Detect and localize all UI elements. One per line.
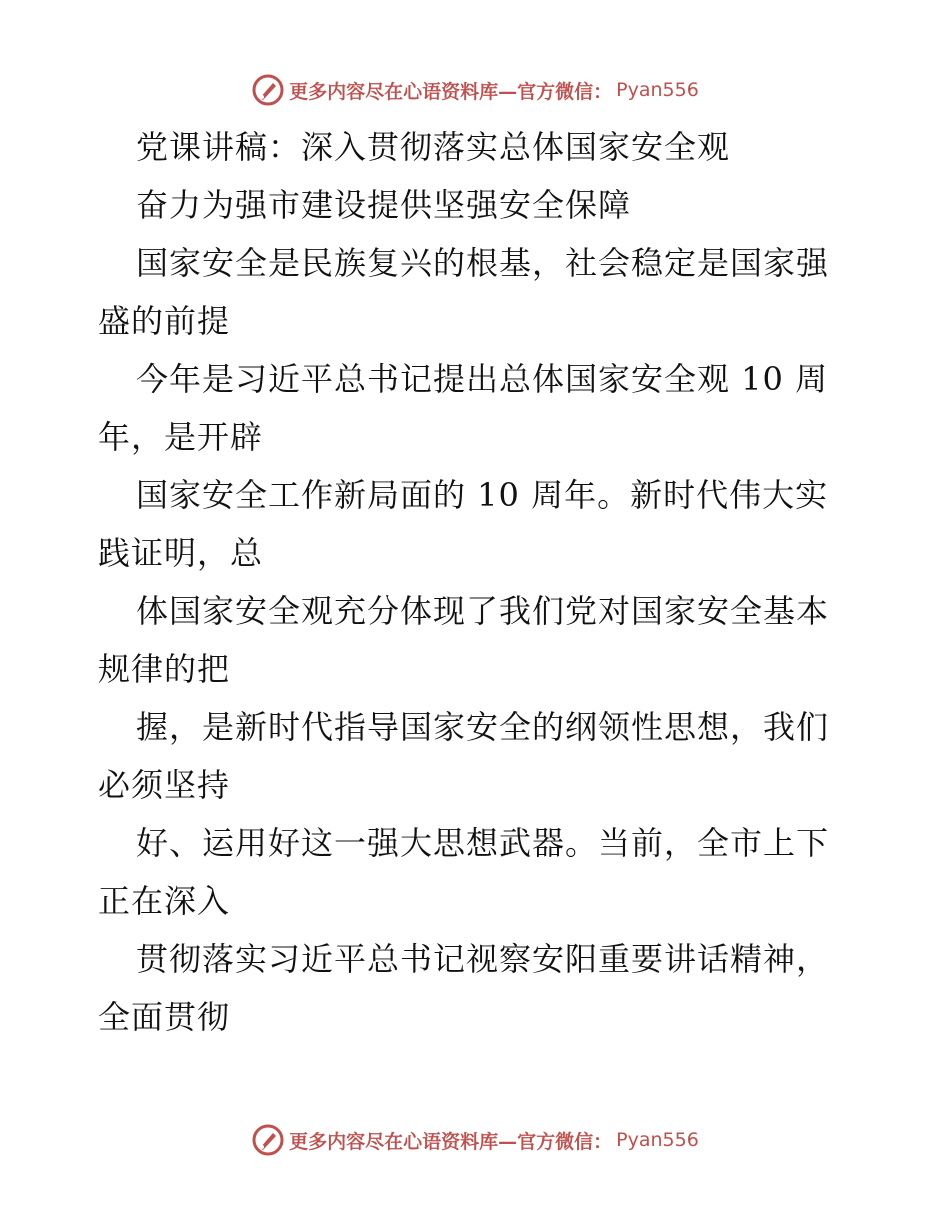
text-line: 国家安全工作新局面的 10 周年。新时代伟大实	[136, 476, 829, 514]
text-line: 奋力为强市建设提供坚强安全保障	[136, 186, 632, 224]
watermark-wechat-id: Pyan556	[616, 1129, 699, 1151]
text-line: 践证明，总	[98, 534, 264, 572]
footer-watermark	[0, 1120, 950, 1160]
text-line: 规律的把	[98, 650, 231, 688]
text-line: 贯彻落实习近平总书记视察安阳重要讲话精神，	[136, 940, 830, 978]
text-line: 必须坚持	[98, 766, 231, 804]
text-line: 好、运用好这一强大思想武器。当前，全市上下	[136, 824, 830, 862]
text-line: 盛的前提	[98, 302, 231, 340]
text-line: 全面贯彻	[98, 998, 231, 1036]
pen-logo-icon	[251, 1123, 285, 1157]
text-line: 今年是习近平总书记提出总体国家安全观 10 周	[136, 360, 829, 398]
text-line: 国家安全是民族复兴的根基，社会稳定是国家强	[136, 244, 830, 282]
text-line: 体国家安全观充分体现了我们党对国家安全基本	[136, 592, 830, 630]
watermark-text: 更多内容尽在心语资料库—官方微信：	[289, 80, 613, 103]
text-line: 党课讲稿：深入贯彻落实总体国家安全观	[136, 128, 731, 166]
text-line: 正在深入	[98, 882, 231, 920]
document-body	[98, 118, 858, 1046]
text-line: 握，是新时代指导国家安全的纲领性思想，我们	[136, 708, 830, 746]
header-watermark	[0, 70, 950, 110]
text-line: 年，是开辟	[98, 418, 264, 456]
watermark-text: 更多内容尽在心语资料库—官方微信：	[289, 1130, 613, 1153]
pen-logo-icon	[251, 73, 285, 107]
watermark-wechat-id: Pyan556	[616, 79, 699, 101]
